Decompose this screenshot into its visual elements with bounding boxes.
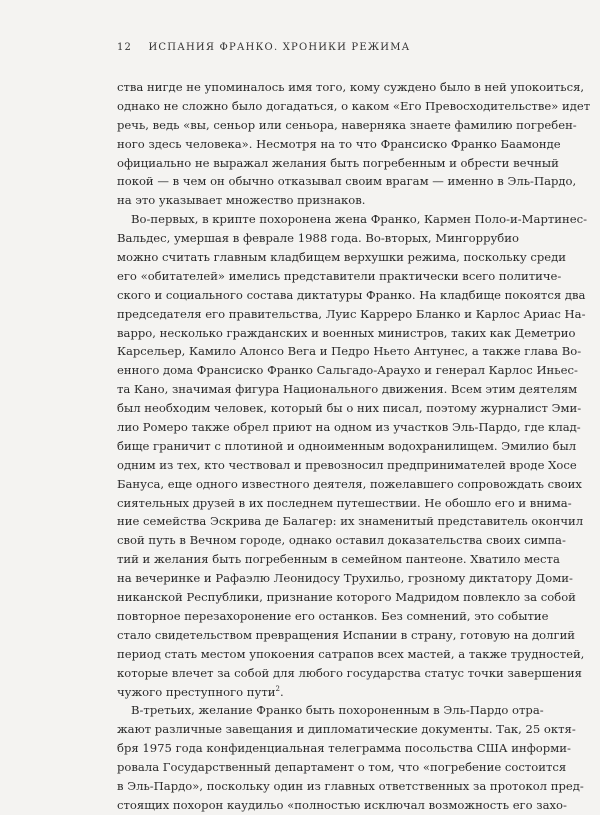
text-line: ного здесь человека». Несмотря на то что Франсиско Франко Баамонде bbox=[117, 136, 561, 151]
text-line: период стать местом упокоения сатрапов всех мастей, а также трудностей, bbox=[117, 646, 585, 661]
body-text bbox=[117, 78, 591, 815]
text-line: был необходим человек, который бы о них писал, поэтому журналист Эми- bbox=[117, 401, 582, 416]
paragraph bbox=[117, 701, 584, 814]
text-line: одним из тех, кто чествовал и превозносил предпринимателей вроде Хосе bbox=[117, 457, 577, 472]
text-line: однако не сложно было догадаться, о каком «Его Превосходительстве» идет bbox=[117, 98, 591, 113]
paragraph bbox=[117, 210, 588, 701]
text-line: ние семейства Эскрива де Балагер: их знаменитый представитель окончил bbox=[117, 514, 584, 529]
text-line: та Кано, значимая фигура Национального движения. Всем этим деятелям bbox=[117, 382, 578, 397]
text-line: Во-первых, в крипте похоронена жена Франко, Кармен Поло-и-Мартинес- bbox=[131, 212, 588, 227]
text-line: покой — в чем он обычно отказывал своим врагам — именно в Эль-Пардо, bbox=[117, 174, 577, 189]
paragraph bbox=[117, 78, 591, 210]
text-line: на это указывает множество признаков. bbox=[117, 193, 366, 208]
page-number: 12 bbox=[117, 42, 133, 53]
text-line: Вальдес, умершая в феврале 1988 года. Во-вторых, Мингоррубио bbox=[117, 231, 519, 246]
text-line: сиятельных друзей в их последнем путешествии. Не обошло его и внима- bbox=[117, 495, 572, 510]
text-line: бря 1975 года конфиденциальная телеграмма посольства США информи- bbox=[117, 741, 571, 756]
text-line: его «обитателей» имелись представители практически всего политиче- bbox=[117, 268, 562, 283]
text-line: речь, ведь «вы, сеньор или сеньора, наверняка знаете фамилию погребен- bbox=[117, 117, 577, 132]
text-line: енного дома Франсиско Франко Сальгадо-Араухо и генерал Карлос Иньес- bbox=[117, 363, 578, 378]
text-line: жают различные завещания и дипломатические документы. Так, 25 октя- bbox=[117, 722, 576, 737]
text-line: бище граничит с плотиной и одноименным водохранилищем. Эмилио был bbox=[117, 438, 577, 453]
text-line: председателя его правительства, Луис Карреро Бланко и Карлос Ариас На- bbox=[117, 306, 586, 321]
text-line: никанской Республики, признание которого Мадридом повлекло за собой bbox=[117, 590, 576, 605]
text-line: чужого преступного пути$^2$. bbox=[117, 684, 284, 699]
text-line: В-третьих, желание Франко быть похороненным в Эль-Пардо отра- bbox=[131, 703, 544, 718]
text-line: стоящих похорон каудильо «полностью исключал возможность его захо- bbox=[117, 797, 567, 812]
text-line: которые влечет за собой для любого государства статус точки завершения bbox=[117, 665, 582, 680]
text-line: Бануса, еще одного известного деятеля, пожелавшего сопровождать своих bbox=[117, 476, 582, 491]
text-line: ского и социального состава диктатуры Франко. На кладбище покоятся два bbox=[117, 287, 586, 302]
text-line: Карсельер, Камило Алонсо Вега и Педро Ньето Антунес, а также глава Во- bbox=[117, 344, 582, 359]
text-line: стало свидетельством превращения Испании в страну, готовую на долгий bbox=[117, 627, 576, 642]
text-line: тий и желания быть погребенным в семейном пантеоне. Хватило места bbox=[117, 552, 560, 567]
text-line: можно считать главным кладбищем верхушки режима, поскольку среди bbox=[117, 250, 567, 265]
text-line: ства нигде не упоминалось имя того, кому суждено было в ней упокоиться, bbox=[117, 80, 585, 94]
text-line: повторное перезахоронение его останков. Без сомнений, это событие bbox=[117, 608, 549, 623]
text-line: ровала Государственный департамент о том, что «погребение состоится bbox=[117, 760, 567, 775]
text-line: лио Ромеро также обрел приют на одном из участков Эль-Пардо, где клад- bbox=[117, 420, 581, 435]
footnote-marker[interactable]: 2 bbox=[275, 684, 280, 693]
text-line: варро, несколько гражданских и военных министров, таких как Деметрио bbox=[117, 325, 576, 340]
text-line: на вечеринке и Рафаэлю Леонидосу Трухильо, грозному диктатору Доми- bbox=[117, 571, 573, 586]
running-head bbox=[117, 42, 410, 53]
text-line: свой путь в Вечном городе, однако оставил доказательства своих симпа- bbox=[117, 533, 566, 548]
text-line: официально не выражал желания быть погребенным и обрести вечный bbox=[117, 155, 559, 170]
text-line: в Эль-Пардо», поскольку один из главных ответственных за протокол пред- bbox=[117, 778, 584, 793]
running-title: ИСПАНИЯ ФРАНКО. ХРОНИКИ РЕЖИМА bbox=[148, 42, 411, 53]
